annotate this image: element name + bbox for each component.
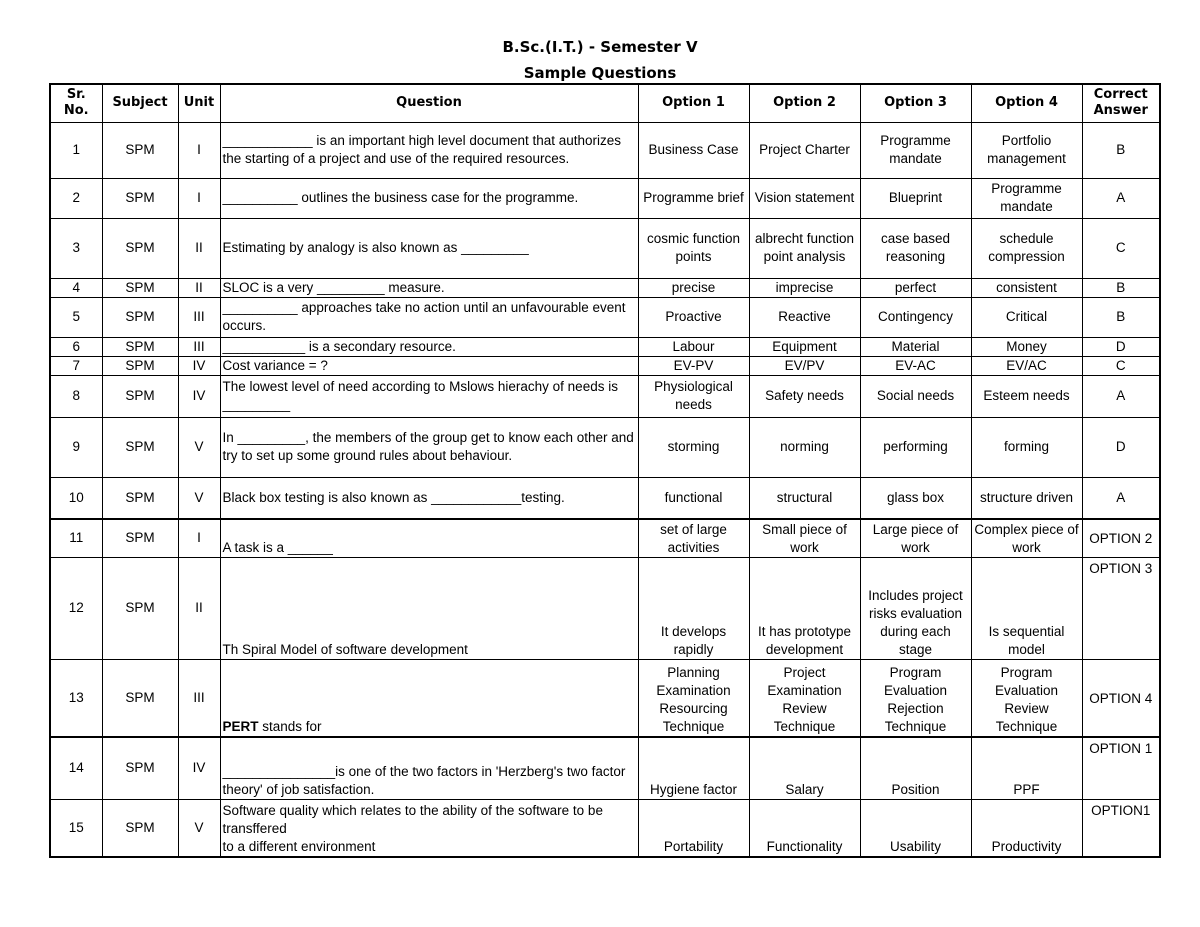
answer-cell: C [1082,218,1160,278]
option2-cell: albrecht function point analysis [749,218,860,278]
answer-cell: A [1082,178,1160,218]
answer-cell: OPTION1 [1082,799,1160,857]
option1-cell: storming [638,417,749,477]
option2-cell: Project Charter [749,122,860,178]
unit-cell: III [178,659,220,737]
subject-cell: SPM [102,337,178,356]
unit-cell: I [178,519,220,557]
option3-cell: Program Evaluation Rejection Technique [860,659,971,737]
option4-cell: consistent [971,278,1082,297]
option1-cell: set of large activities [638,519,749,557]
unit-cell: III [178,297,220,337]
option1-cell: It develops rapidly [638,557,749,659]
option1-cell: functional [638,477,749,519]
question-cell: SLOC is a very _________ measure. [220,278,638,297]
table-row [50,278,1160,297]
question-cell: __________ approaches take no action until an unfavourable event occurs. [220,297,638,337]
answer-cell: C [1082,356,1160,375]
unit-cell: IV [178,375,220,417]
table-row [50,297,1160,337]
option1-cell: Proactive [638,297,749,337]
unit-cell: II [178,278,220,297]
option2-cell: imprecise [749,278,860,297]
option4-cell: Program Evaluation Review Technique [971,659,1082,737]
option2-cell: Small piece of work [749,519,860,557]
table-row [50,122,1160,178]
table-row [50,477,1160,519]
option3-cell: Contingency [860,297,971,337]
answer-cell: B [1082,122,1160,178]
option4-cell: PPF [971,737,1082,799]
sr-cell: 13 [50,659,102,737]
unit-cell: III [178,337,220,356]
question-cell: ___________ is a secondary resource. [220,337,638,356]
answer-cell: OPTION 1 [1082,737,1160,799]
table-row [50,417,1160,477]
subject-cell: SPM [102,278,178,297]
question-cell: ____________ is an important high level document that authorizes the starting of a project and use of the required resources. [220,122,638,178]
option3-cell: Material [860,337,971,356]
col-subject-header: Subject [102,84,178,122]
question-cell: The lowest level of need according to Mslows hierachy of needs is _________ [220,375,638,417]
sr-cell: 10 [50,477,102,519]
option3-cell: perfect [860,278,971,297]
sr-cell: 8 [50,375,102,417]
col-unit-header: Unit [178,84,220,122]
subject-cell: SPM [102,519,178,557]
option3-cell: Position [860,737,971,799]
document-subtitle: Sample Questions [523,64,677,82]
option2-cell: Reactive [749,297,860,337]
subject-cell: SPM [102,417,178,477]
answer-cell: D [1082,337,1160,356]
unit-cell: V [178,799,220,857]
option4-cell: schedule compression [971,218,1082,278]
sr-cell: 3 [50,218,102,278]
option1-cell: Portability [638,799,749,857]
question-cell: In _________, the members of the group get to know each other and try to set up some ground rules about behaviour. [220,417,638,477]
col-question-header: Question [220,84,638,122]
option4-cell: EV/AC [971,356,1082,375]
option1-cell: Physiological needs [638,375,749,417]
option2-cell: It has prototype development [749,557,860,659]
question-cell: A task is a ______ [220,519,638,557]
subject-cell: SPM [102,122,178,178]
option4-cell: Is sequential model [971,557,1082,659]
option1-cell: Hygiene factor [638,737,749,799]
sr-cell: 2 [50,178,102,218]
table-row [50,218,1160,278]
sr-cell: 4 [50,278,102,297]
unit-cell: IV [178,356,220,375]
option1-cell: Programme brief [638,178,749,218]
subject-cell: SPM [102,178,178,218]
sr-cell: 11 [50,519,102,557]
option2-cell: Equipment [749,337,860,356]
document-title: B.Sc.(I.T.) - Semester V [502,38,698,56]
option1-cell: cosmic function points [638,218,749,278]
subject-cell: SPM [102,375,178,417]
answer-cell: B [1082,278,1160,297]
option3-cell: Large piece of work [860,519,971,557]
table-row [50,519,1160,557]
option4-cell: structure driven [971,477,1082,519]
option2-cell: Salary [749,737,860,799]
option3-cell: performing [860,417,971,477]
table-row [50,375,1160,417]
unit-cell: I [178,122,220,178]
unit-cell: II [178,557,220,659]
question-text: stands for [258,719,322,734]
answer-cell: D [1082,417,1160,477]
col-option2-header: Option 2 [749,84,860,122]
option2-cell: EV/PV [749,356,860,375]
option1-cell: Planning Examination Resourcing Technique [638,659,749,737]
subject-cell: SPM [102,356,178,375]
sr-cell: 6 [50,337,102,356]
table-row [50,737,1160,799]
option3-cell: Programme mandate [860,122,971,178]
col-sr-header: Sr. No. [50,84,102,122]
answer-cell: OPTION 4 [1082,659,1160,737]
sr-cell: 7 [50,356,102,375]
option2-cell: structural [749,477,860,519]
option4-cell: Money [971,337,1082,356]
table-row [50,178,1160,218]
sr-cell: 5 [50,297,102,337]
answer-cell: OPTION 2 [1082,519,1160,557]
unit-cell: V [178,417,220,477]
table-row [50,799,1160,857]
question-cell: Black box testing is also known as ____________testing. [220,477,638,519]
unit-cell: II [178,218,220,278]
answer-cell: B [1082,297,1160,337]
subject-cell: SPM [102,659,178,737]
unit-cell: I [178,178,220,218]
answer-cell: OPTION 3 [1082,557,1160,659]
col-option1-header: Option 1 [638,84,749,122]
sr-cell: 14 [50,737,102,799]
question-bold-term: PERT [222,719,259,734]
option3-cell: EV-AC [860,356,971,375]
option2-cell: norming [749,417,860,477]
subject-cell: SPM [102,218,178,278]
col-option4-header: Option 4 [971,84,1082,122]
question-cell: Th Spiral Model of software development [220,557,638,659]
option3-cell: Blueprint [860,178,971,218]
answer-cell: A [1082,375,1160,417]
sr-cell: 9 [50,417,102,477]
option2-cell: Project Examination Review Technique [749,659,860,737]
option3-cell: Usability [860,799,971,857]
unit-cell: V [178,477,220,519]
option4-cell: Critical [971,297,1082,337]
unit-cell: IV [178,737,220,799]
option3-cell: case based reasoning [860,218,971,278]
table-row [50,356,1160,375]
option3-cell: glass box [860,477,971,519]
question-cell: Software quality which relates to the ability of the software to be transffered to a different environment [220,799,638,857]
col-option3-header: Option 3 [860,84,971,122]
option4-cell: Esteem needs [971,375,1082,417]
subject-cell: SPM [102,799,178,857]
option4-cell: Productivity [971,799,1082,857]
question-cell: Cost variance = ? [220,356,638,375]
question-cell: Estimating by analogy is also known as _________ [220,218,638,278]
answer-cell: A [1082,477,1160,519]
sr-cell: 12 [50,557,102,659]
option3-cell: Social needs [860,375,971,417]
question-cell [220,659,638,737]
table-row [50,659,1160,737]
option4-cell: forming [971,417,1082,477]
option2-cell: Safety needs [749,375,860,417]
option2-cell: Functionality [749,799,860,857]
option4-cell: Complex piece of work [971,519,1082,557]
option3-cell: Includes project risks evaluation during each stage [860,557,971,659]
option1-cell: Labour [638,337,749,356]
option1-cell: EV-PV [638,356,749,375]
questions-table [49,83,1161,858]
question-cell: __________ outlines the business case for the programme. [220,178,638,218]
option1-cell: Business Case [638,122,749,178]
option4-cell: Portfolio management [971,122,1082,178]
option1-cell: precise [638,278,749,297]
subject-cell: SPM [102,737,178,799]
table-row [50,337,1160,356]
col-answer-header: Correct Answer [1082,84,1160,122]
sr-cell: 15 [50,799,102,857]
header-row [50,84,1160,122]
sr-cell: 1 [50,122,102,178]
subject-cell: SPM [102,557,178,659]
question-cell: _______________is one of the two factors in 'Herzberg's two factor theory' of job satisfaction. [220,737,638,799]
table-row [50,557,1160,659]
subject-cell: SPM [102,477,178,519]
subject-cell: SPM [102,297,178,337]
option2-cell: Vision statement [749,178,860,218]
option4-cell: Programme mandate [971,178,1082,218]
